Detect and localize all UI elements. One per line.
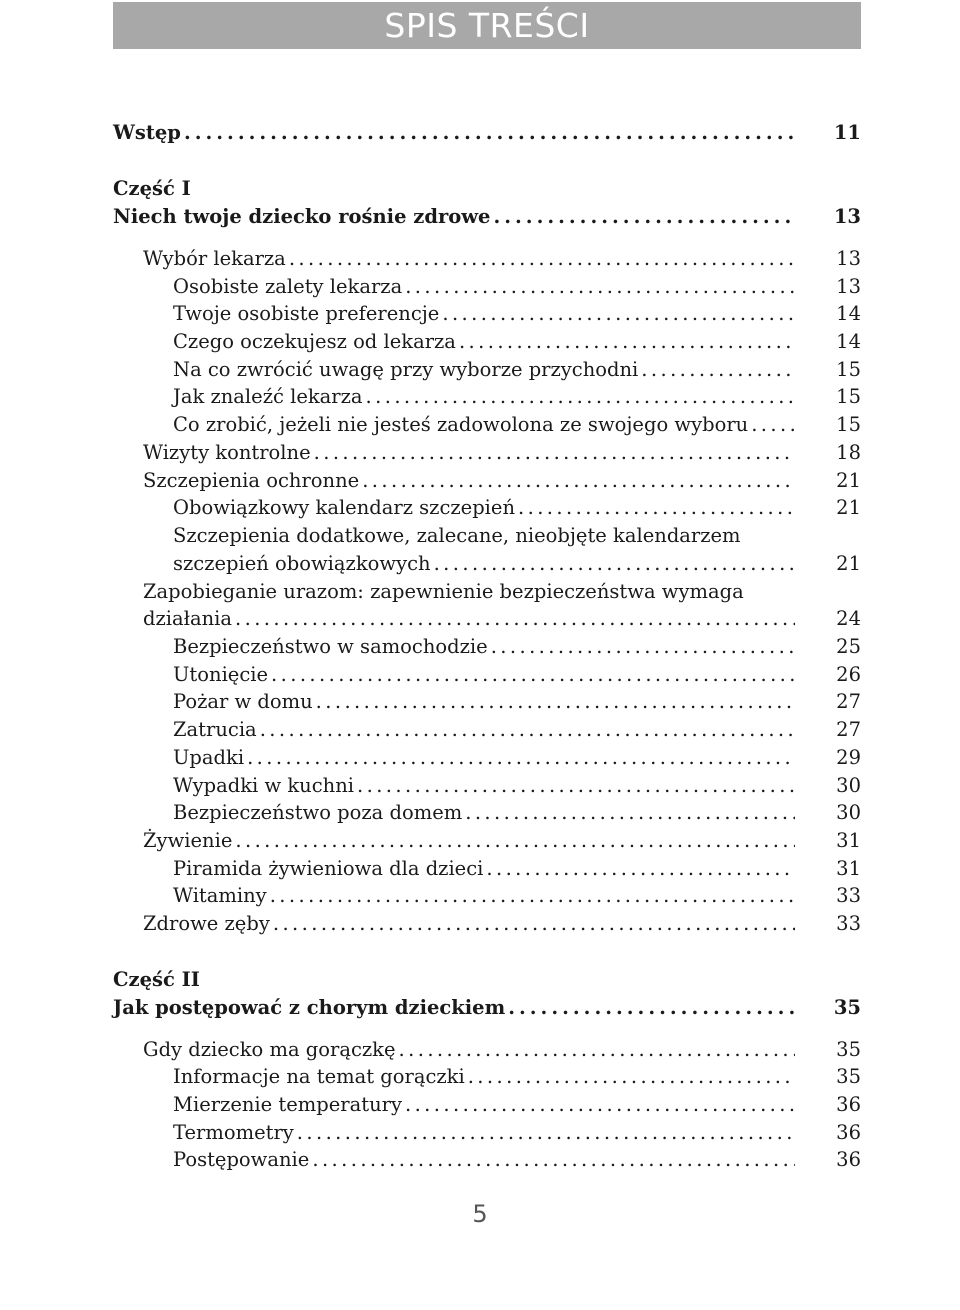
toc-entry-label: Bezpieczeństwo poza domem [173,801,463,824]
toc-entry[interactable] [173,356,861,383]
toc-entry-label: Gdy dziecko ma gorączkę [143,1038,396,1061]
dot-leader [235,827,795,854]
toc-entry-page: 25 [836,635,861,658]
toc-entry[interactable] [173,550,861,577]
toc-entry[interactable] [173,688,861,715]
dot-leader [465,799,795,826]
toc-entry[interactable] [173,1091,861,1118]
dot-leader [184,119,795,146]
toc-entry-label: Twoje osobiste preferencje [173,302,440,325]
toc-entry[interactable] [143,245,861,272]
dot-leader [493,203,795,230]
toc-entry-page: 13 [836,275,861,298]
toc-entry-label: Wstęp [113,121,181,144]
toc-entry[interactable] [173,772,861,799]
toc-entry-label: Witaminy [173,884,267,907]
toc-entry-page: 24 [836,607,861,630]
toc-entry[interactable] [173,494,861,521]
dot-leader [247,744,795,771]
toc-entry-page: 13 [833,205,861,228]
toc-entry-label: Wizyty kontrolne [143,441,311,464]
toc-entry-page: 30 [836,801,861,824]
toc-entry-label: Wypadki w kuchni [173,774,355,797]
dot-leader [434,550,795,577]
toc-entry[interactable] [173,716,861,743]
toc-entry-label: Obowiązkowy kalendarz szczepień [173,496,516,519]
toc-entry[interactable] [143,1036,861,1063]
toc-entry-label: Informacje na temat gorączki [173,1065,465,1088]
toc-entry[interactable] [173,383,861,410]
toc-entry-label: Piramida żywieniowa dla dzieci [173,857,484,880]
toc-entry[interactable] [173,1063,861,1090]
toc-entry-page: 15 [836,358,861,381]
dot-leader [518,494,795,521]
toc-entry-page: 35 [836,1038,861,1061]
toc-entry-label: szczepień obowiązkowych [173,552,431,575]
toc-entry-page: 36 [836,1121,861,1144]
toc-entry-label: Żywienie [143,829,233,852]
page-number: 5 [472,1200,488,1228]
toc-entry[interactable] [173,855,861,882]
toc-entry-page: 26 [836,663,861,686]
toc-entry[interactable] [173,1119,861,1146]
toc-entry-label-line[interactable]: Zapobieganie urazom: zapewnienie bezpieczeństwa wymaga [143,580,744,603]
toc-entry[interactable] [143,910,861,937]
toc-entry-label: Zdrowe zęby [143,912,270,935]
dot-leader [405,1091,795,1118]
dot-leader [270,882,795,909]
dot-leader [312,1146,795,1173]
toc-entry-page: 36 [836,1093,861,1116]
toc-entry-label: Jak postępować z chorym dzieckiem [113,996,506,1019]
toc-entry-page: 33 [836,912,861,935]
toc-entry-page: 15 [836,413,861,436]
toc-entry-page: 31 [836,829,861,852]
dot-leader [357,772,795,799]
toc-entry-page: 14 [836,302,861,325]
dot-leader [271,661,795,688]
toc-entry[interactable] [173,882,861,909]
dot-leader [459,328,795,355]
toc-entry-page: 29 [836,746,861,769]
dot-leader [314,439,795,466]
dot-leader [491,633,795,660]
toc-entry-page: 27 [836,690,861,713]
toc-entry-page: 36 [836,1148,861,1171]
toc-entry[interactable] [143,827,861,854]
toc-entry-label: Czego oczekujesz od lekarza [173,330,456,353]
part-heading: Część II [113,968,200,991]
toc-entry[interactable] [173,328,861,355]
dot-leader [468,1063,795,1090]
toc-entry-page: 21 [836,469,861,492]
toc-entry-page: 27 [836,718,861,741]
dot-leader [366,383,795,410]
toc-entry-label: Mierzenie temperatury [173,1093,402,1116]
dot-leader [362,467,795,494]
toc-entry[interactable] [173,1146,861,1173]
dot-leader [641,356,795,383]
toc-entry[interactable] [173,411,861,438]
toc-entry[interactable] [173,799,861,826]
dot-leader [235,605,795,632]
toc-entry-label: Wybór lekarza [143,247,286,270]
toc-entry-label: Postępowanie [173,1148,310,1171]
toc-entry-label: Szczepienia ochronne [143,469,360,492]
toc-entry-label: Na co zwrócić uwagę przy wyborze przychodni [173,358,639,381]
dot-leader [316,688,795,715]
toc-entry[interactable] [173,661,861,688]
toc-entry-label: Niech twoje dziecko rośnie zdrowe [113,205,491,228]
toc-entry-page: 13 [836,247,861,270]
toc-entry-label: Co zrobić, jeżeli nie jesteś zadowolona ze swojego wyboru [173,413,749,436]
dot-leader [486,855,795,882]
toc-entry[interactable] [143,439,861,466]
toc-entry-label: Termometry [173,1121,294,1144]
toc-entry-label: Pożar w domu [173,690,313,713]
dot-leader [751,411,795,438]
toc-entry[interactable] [173,300,861,327]
toc-entry[interactable] [173,273,861,300]
dot-leader [405,273,795,300]
page-title: SPIS TREŚCI [384,6,590,45]
toc-entry-page: 35 [833,996,861,1019]
toc-entry-label: Zatrucia [173,718,257,741]
toc-entry-page: 35 [836,1065,861,1088]
dot-leader [508,994,795,1021]
toc-entry-introduction[interactable] [113,119,861,146]
toc-entry-page: 33 [836,884,861,907]
toc-entry-page: 11 [833,121,861,144]
toc-entry-label: Bezpieczeństwo w samochodzie [173,635,488,658]
toc-entry-label: Utonięcie [173,663,269,686]
toc-entry-label-line[interactable]: Szczepienia dodatkowe, zalecane, nieobjęte kalendarzem [173,524,741,547]
toc-entry-page: 21 [836,552,861,575]
toc-entry-part-title[interactable] [113,994,861,1021]
toc-entry-label: Jak znaleźć lekarza [173,385,363,408]
dot-leader [260,716,795,743]
dot-leader [399,1036,795,1063]
toc-entry-page: 30 [836,774,861,797]
toc-entry[interactable] [143,605,861,632]
dot-leader [297,1119,795,1146]
toc-entry[interactable] [173,633,861,660]
toc-entry-page: 15 [836,385,861,408]
toc-entry-page: 14 [836,330,861,353]
toc-entry[interactable] [143,467,861,494]
toc-entry-label: Upadki [173,746,245,769]
toc-entry-label: działania [143,607,232,630]
dot-leader [442,300,795,327]
toc-entry-label: Osobiste zalety lekarza [173,275,403,298]
toc-entry-page: 31 [836,857,861,880]
toc-entry-page: 18 [836,441,861,464]
toc-entry[interactable] [173,744,861,771]
toc-entry-part-title[interactable] [113,203,861,230]
toc-entry-page: 21 [836,496,861,519]
part-heading: Część I [113,177,191,200]
dot-leader [273,910,795,937]
dot-leader [289,245,795,272]
